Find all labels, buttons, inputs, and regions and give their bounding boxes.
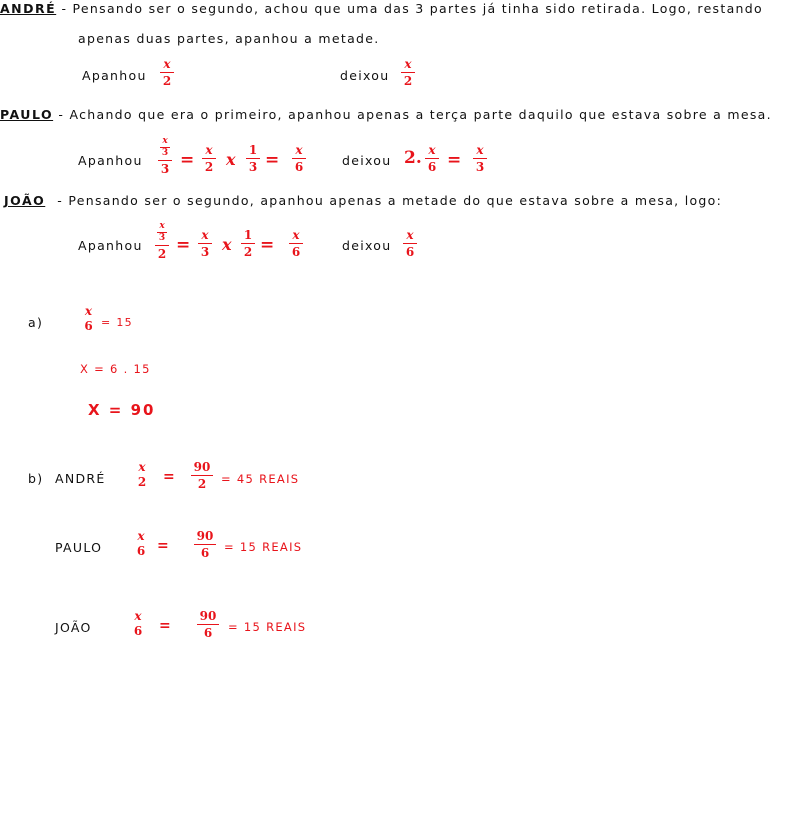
paulo-deixou-label: deixou bbox=[342, 153, 392, 168]
paulo-deixou-fraction-1 bbox=[425, 144, 439, 173]
fraction-denominator: 6 bbox=[133, 624, 143, 638]
joao-apanhou-label: Apanhou bbox=[78, 238, 143, 253]
andre-apanhou-label: Apanhou bbox=[82, 68, 147, 83]
fraction-numerator: x bbox=[137, 529, 145, 543]
fraction-denominator: 2 bbox=[197, 477, 207, 491]
joao-name: JOÃO bbox=[4, 193, 46, 208]
fraction-numerator: x bbox=[138, 460, 146, 474]
andre-deixou-label: deixou bbox=[340, 68, 390, 83]
andre-text-2: apenas duas partes, apanhou a metade. bbox=[78, 31, 380, 46]
fraction-numerator: x bbox=[476, 143, 484, 157]
fraction-denominator: 2 bbox=[204, 160, 214, 174]
andre-apanhou-fraction bbox=[160, 58, 174, 87]
fraction-numerator: x bbox=[406, 228, 414, 242]
deixou-coefficient: 2. bbox=[404, 148, 422, 168]
fraction-inner-numerator: x bbox=[162, 136, 168, 146]
equals-sign: = bbox=[180, 150, 195, 170]
fraction-numerator: 90 bbox=[193, 460, 211, 474]
part-b-joao-result: = 15 REAIS bbox=[228, 620, 307, 634]
fraction-denominator: 6 bbox=[203, 626, 213, 640]
fraction-denominator: 2 bbox=[162, 74, 172, 88]
fraction-denominator: 6 bbox=[427, 160, 437, 174]
fraction-denominator: 6 bbox=[405, 245, 415, 259]
fraction-inner-denominator: 3 bbox=[158, 233, 166, 243]
paulo-fraction-4 bbox=[292, 144, 306, 173]
andre-deixou-fraction bbox=[401, 58, 415, 87]
equals-sign: = bbox=[176, 235, 191, 255]
times-sign: x bbox=[222, 235, 232, 254]
fraction-numerator: 90 bbox=[199, 609, 217, 623]
part-b-name-andre: ANDRÉ bbox=[55, 471, 106, 486]
part-a-equals-15: = 15 bbox=[101, 316, 133, 329]
fraction-numerator: 90 bbox=[196, 529, 214, 543]
fraction-denominator: 6 bbox=[291, 245, 301, 259]
paulo-line-1 bbox=[0, 107, 772, 122]
fraction-denominator: 6 bbox=[136, 544, 146, 558]
equals-sign: = bbox=[163, 469, 175, 485]
part-b-joao-value-fraction bbox=[197, 610, 219, 639]
fraction-denominator: 2 bbox=[403, 74, 413, 88]
joao-text-1: - Pensando ser o segundo, apanhou apenas a metade do que estava sobre a mesa, logo: bbox=[57, 193, 723, 208]
fraction-denominator: 6 bbox=[200, 546, 210, 560]
part-b-paulo-result: = 15 REAIS bbox=[224, 540, 303, 554]
part-b-andre-fraction bbox=[135, 461, 149, 488]
part-a-fraction bbox=[82, 305, 95, 332]
joao-fraction-2 bbox=[198, 229, 212, 258]
fraction-numerator: 1 bbox=[248, 143, 258, 157]
fraction-numerator: x bbox=[404, 57, 412, 71]
fraction-numerator: x bbox=[295, 143, 303, 157]
fraction-denominator: 3 bbox=[160, 162, 170, 176]
paulo-fraction-2 bbox=[202, 144, 216, 173]
equals-sign: = bbox=[159, 618, 171, 634]
joao-deixou-label: deixou bbox=[342, 238, 392, 253]
paulo-fraction-3 bbox=[246, 144, 260, 173]
part-b-name-paulo: PAULO bbox=[55, 540, 103, 555]
part-a-step-2: X = 6 . 15 bbox=[80, 362, 151, 376]
fraction-numerator: 1 bbox=[243, 228, 253, 242]
paulo-name: PAULO bbox=[0, 107, 54, 122]
part-a-label: a) bbox=[28, 315, 44, 330]
part-b-joao-fraction bbox=[131, 610, 145, 637]
fraction-denominator: 2 bbox=[157, 247, 167, 261]
fraction-numerator: x bbox=[205, 143, 213, 157]
fraction-inner-numerator: x bbox=[159, 221, 165, 231]
fraction-numerator: x bbox=[163, 57, 171, 71]
fraction-numerator: x bbox=[428, 143, 436, 157]
part-a-result: X = 90 bbox=[88, 401, 156, 419]
fraction-denominator: 6 bbox=[84, 319, 93, 333]
equals-sign: = bbox=[447, 150, 462, 170]
fraction-numerator: x bbox=[201, 228, 209, 242]
joao-fraction-3 bbox=[241, 229, 255, 258]
part-b-name-joao: JOÃO bbox=[55, 620, 92, 635]
joao-fraction-4 bbox=[289, 229, 303, 258]
fraction-denominator: 6 bbox=[294, 160, 304, 174]
fraction-denominator: 3 bbox=[248, 160, 258, 174]
paulo-text-1: - Achando que era o primeiro, apanhou apenas a terça parte daquilo que estava sobre a mesa. bbox=[53, 107, 772, 122]
paulo-apanhou-label: Apanhou bbox=[78, 153, 143, 168]
fraction-inner-denominator: 3 bbox=[161, 148, 169, 158]
fraction-numerator: x bbox=[134, 609, 142, 623]
fraction-numerator: x bbox=[292, 228, 300, 242]
fraction-denominator: 2 bbox=[137, 475, 147, 489]
fraction-numerator: x bbox=[84, 304, 93, 318]
equals-sign: = bbox=[260, 235, 275, 255]
part-b-andre-value-fraction bbox=[191, 461, 213, 490]
paulo-deixou-fraction-2 bbox=[473, 144, 487, 173]
part-b-paulo-value-fraction bbox=[194, 530, 216, 559]
times-sign: x bbox=[226, 150, 236, 169]
equals-sign: = bbox=[265, 150, 280, 170]
andre-line-1 bbox=[0, 1, 763, 16]
part-b-paulo-fraction bbox=[134, 530, 148, 557]
andre-text-1: - Pensando ser o segundo, achou que uma das 3 partes já tinha sido retirada. Logo, restando bbox=[56, 1, 763, 16]
fraction-denominator: 2 bbox=[243, 245, 253, 259]
fraction-denominator: 3 bbox=[200, 245, 210, 259]
andre-name: ANDRÉ bbox=[0, 1, 57, 16]
paulo-nested-fraction bbox=[158, 137, 172, 175]
part-b-label: b) bbox=[28, 471, 44, 486]
joao-line-1 bbox=[4, 193, 722, 208]
part-b-andre-result: = 45 REAIS bbox=[221, 472, 300, 486]
fraction-denominator: 3 bbox=[475, 160, 485, 174]
joao-deixou-fraction bbox=[403, 229, 417, 258]
joao-nested-fraction bbox=[155, 222, 169, 260]
equals-sign: = bbox=[157, 538, 169, 554]
